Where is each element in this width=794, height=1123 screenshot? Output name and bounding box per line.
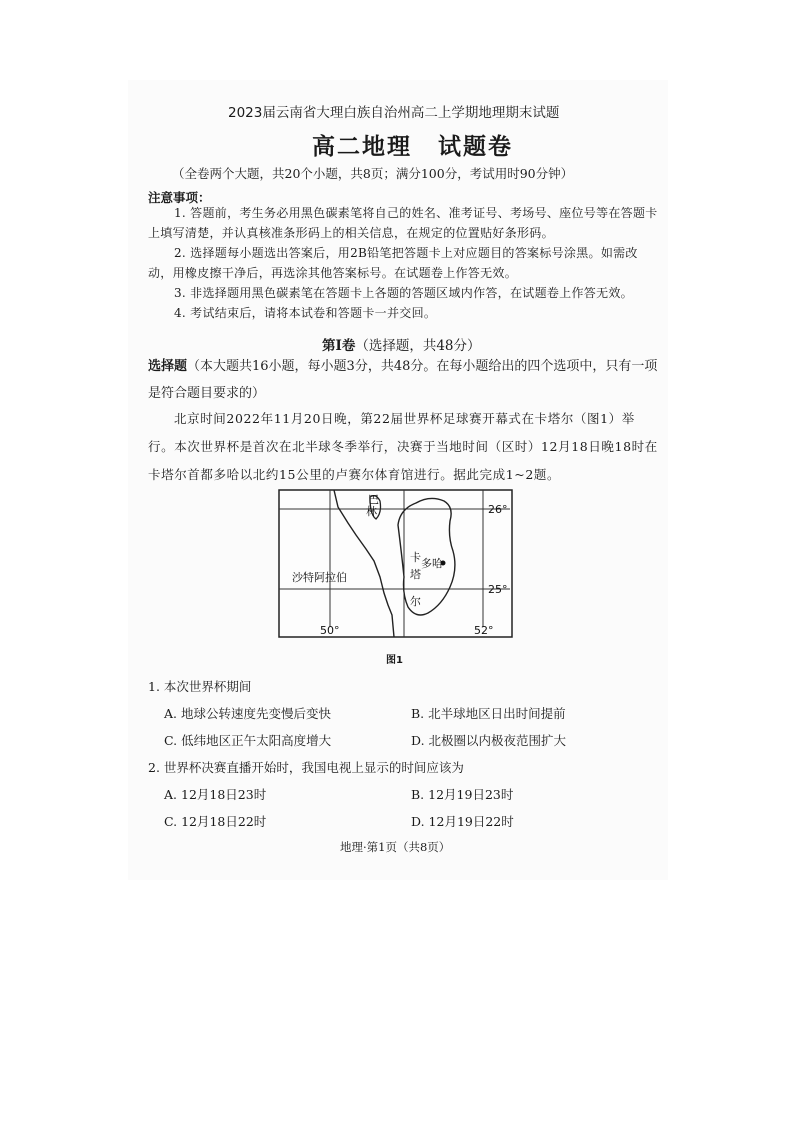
option-letter: C. [164,733,178,748]
notice-item-2: 2. 选择题每小题选出答案后，用2B铅笔把答题卡上对应题目的答案标号涂黑。如需改动，用橡皮擦干净后，再选涂其他答案标号。在试题卷上作答无效。 [148,246,638,280]
notice-item-1: 1. 答题前，考生务必用黑色碳素笔将自己的姓名、准考证号、考场号、座位号等在答题卡上填写清楚，并认真核准条形码上的相关信息，在规定的位置贴好条形码。 [148,206,658,240]
map-label-qatar-1: 卡 [410,551,421,564]
section-note: （选择题，共48分） [355,338,481,354]
map-caption: 图1 [386,655,403,666]
notice-title: 注意事项： [148,190,211,205]
exam-paper-label: 试题卷 [438,133,513,160]
qatar-map [278,489,513,638]
map-label-lon-52: 52° [474,624,494,637]
map-label-lat-25: 25° [488,583,508,596]
question-1-option-c[interactable] [164,731,331,749]
option-text: 低纬地区正午太阳高度增大 [181,733,332,748]
option-text: 12月18日22时 [181,814,267,829]
question-1-option-a[interactable] [164,704,331,722]
map-label-qatar-2: 塔 [410,568,421,581]
question-2-option-a[interactable] [164,785,266,803]
map-label-lat-26: 26° [488,503,508,516]
notice-list [148,203,658,323]
option-text: 12月19日22时 [428,814,514,829]
choice-instructions [148,353,660,407]
page-footer: 地理·第1页（共8页） [340,840,451,854]
choice-label: 选择题 [148,359,188,374]
question-2-stem: 2. 世界杯决赛直播开始时，我国电视上显示的时间应该为 [148,760,464,775]
question-2-option-b[interactable] [411,785,513,803]
exam-title [312,128,513,161]
question-passage: 北京时间2022年11月20日晚，第22届世界杯足球赛开幕式在卡塔尔（图1）举行。本次世界杯是首次在北半球冬季举行，决赛于当地时间（区时）12月18日晚18时在卡塔尔首都多哈以北约15公里的卢赛尔体育馆进行。据此完成1~2题。 [148,411,658,482]
section-name: 第Ⅰ卷 [322,338,356,354]
document-file-title: 2023届云南省大理白族自治州高二上学期地理期末试题 [228,105,560,121]
option-letter: B. [411,706,425,721]
question-1-option-d[interactable] [411,731,566,749]
option-letter: A. [164,787,178,802]
option-letter: A. [164,706,178,721]
option-text: 12月19日23时 [428,787,514,802]
notice-item-3: 3. 非选择题用黑色碳素笔在答题卡上各题的答题区域内作答，在试题卷上作答无效。 [174,286,633,300]
map-label-bahrain-2: 林 [366,505,377,518]
exam-subject: 高二地理 [312,133,412,160]
exam-info: （全卷两个大题，共20个小题，共8页；满分100分，考试用时90分钟） [172,166,574,181]
map-label-saudi-arabia: 沙特阿拉伯 [292,571,347,584]
map-frame [279,490,512,637]
option-letter: C. [164,814,178,829]
question-1-option-b[interactable] [411,704,566,722]
map-label-lon-50: 50° [320,624,340,637]
option-text: 北半球地区日出时间提前 [428,706,566,721]
map-label-bahrain-1: 巴 [368,493,379,506]
choice-text: （本大题共16小题，每小题3分，共48分。在每小题给出的四个选项中，只有一项是符合题目要求的） [148,359,658,401]
question-2-option-c[interactable] [164,812,266,830]
map-label-doha: 多哈 [421,557,443,570]
option-text: 北极圈以内极夜范围扩大 [428,733,567,748]
map-label-qatar-3: 尔 [410,595,421,608]
notice-item-4: 4. 考试结束后，请将本试卷和答题卡一并交回。 [174,306,437,320]
question-2-option-d[interactable] [411,812,514,830]
question-1-stem: 1. 本次世界杯期间 [148,679,252,694]
section-heading [322,334,481,354]
option-letter: B. [411,787,425,802]
option-letter: D. [411,733,425,748]
option-letter: D. [411,814,425,829]
option-text: 12月18日23时 [181,787,267,802]
option-text: 地球公转速度先变慢后变快 [181,706,332,721]
